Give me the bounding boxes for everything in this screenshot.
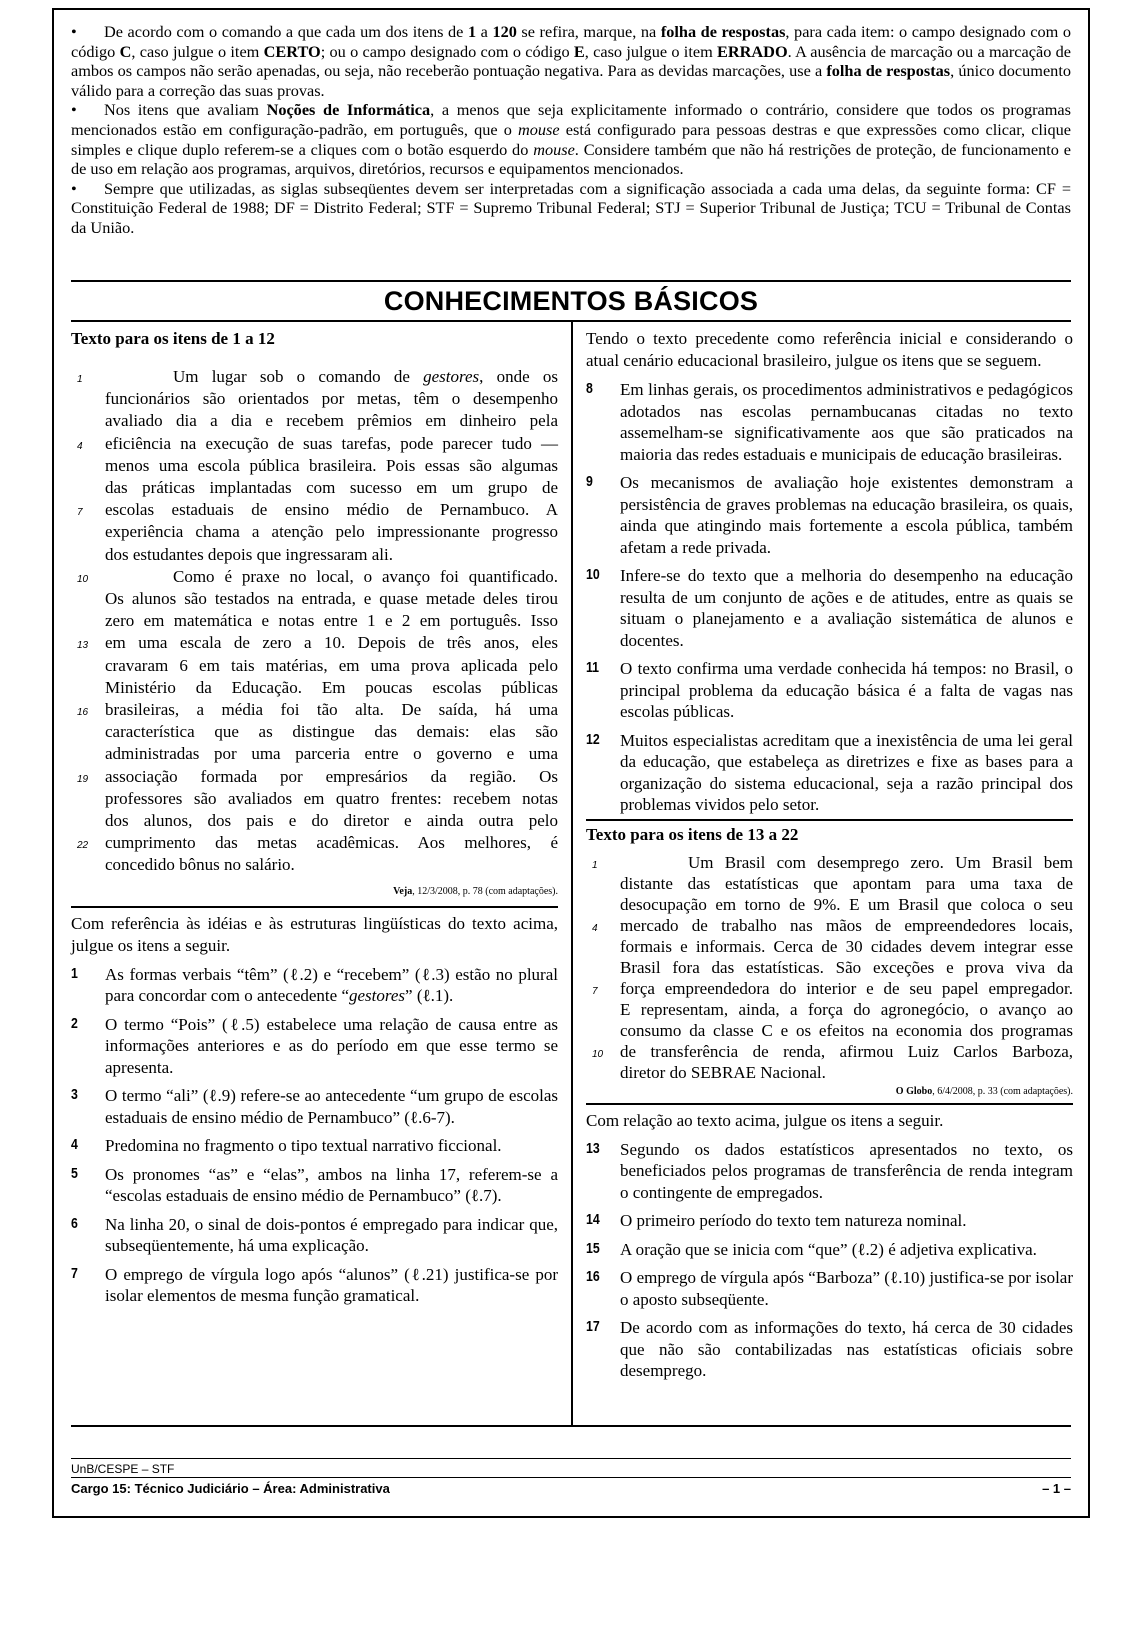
text-segment: Em linhas gerais, os procedimentos administrativos e pedagógicos adotados nas escolas pernambucanas citadas no texto assemelham-se significativamente aos que são praticados na maioria das redes estaduais e municipais de educação brasileiras. (620, 380, 1073, 464)
text-segment: das práticas implantadas com sucesso em um grupo de (105, 478, 558, 498)
exam-item-10 (586, 565, 1073, 651)
item-number: 7 (71, 1265, 78, 1282)
item-number: 1 (71, 965, 78, 982)
passage-line (71, 521, 558, 543)
passage-line (71, 366, 558, 388)
text-segment: mercado de trabalho nas mãos de empreendedores locais, (620, 915, 1073, 935)
text-segment: funcionários são orientados por metas, têm o desempenho (105, 389, 558, 409)
item-number: 14 (586, 1212, 600, 1228)
page-inner (71, 10, 1071, 1516)
text2-passage (586, 852, 1073, 1083)
text-segment: Segundo os dados estatísticos apresentados no texto, os beneficiados pelos programas de transferência de renda integram o contingente de empregados. (620, 1139, 1073, 1202)
line-number: 4 (77, 440, 83, 452)
item-number: 8 (586, 381, 593, 397)
text-segment: avaliado dia a dia e recebem prêmios em dinheiro pela (105, 411, 558, 431)
passage-line (71, 388, 558, 410)
text-segment: em uma escala de zero a 10. Depois de três anos, eles (105, 633, 558, 653)
item-number: 10 (586, 567, 600, 583)
passage-line (71, 788, 558, 810)
text-segment: mouse (518, 119, 560, 139)
text-segment: se refira, marque, na (516, 22, 661, 41)
text-segment: de transferência de renda, afirmou Luiz Carlos Barboza, (620, 1041, 1073, 1061)
text-segment: , único documento válido para a correção das suas provas. (71, 61, 1071, 100)
passage-line (71, 655, 558, 677)
text-segment: O termo “ali” (ℓ.9) refere-se ao antecedente “um grupo de escolas estaduais de ensino médio de Pernambuco” (ℓ.6-7). (105, 1086, 558, 1127)
text-segment: zero em matemática e notas entre 1 e 2 em português. Isso (105, 611, 558, 631)
text-segment: folha de respostas (826, 61, 951, 81)
text-segment: escolas estaduais de ensino médio de Pernambuco. A (105, 500, 558, 520)
text-segment: , caso julgue o item (584, 41, 718, 61)
passage-line (71, 455, 558, 477)
text-segment: distante das estatísticas que apontam para uma taxa de (620, 873, 1073, 893)
passage-line (586, 852, 1073, 873)
line-number: 22 (77, 840, 89, 852)
text1-source-publication: Veja (393, 885, 413, 897)
text-segment: cumprimento das metas acadêmicas. Aos melhores, é (105, 833, 558, 853)
item-number: 2 (71, 1015, 78, 1032)
text-segment: CERTO (263, 41, 321, 61)
column-divider (571, 320, 573, 1425)
text-segment: força empreendedora do interior e de seu papel empregador. (620, 978, 1073, 998)
text-segment: gestores (349, 986, 406, 1006)
text-segment: a (476, 22, 493, 41)
text-segment: Noções de Informática (266, 100, 431, 120)
exam-item-9 (586, 472, 1073, 558)
text1-divider (71, 906, 558, 908)
text-segment: O termo “Pois” (ℓ.5) estabelece uma relação de causa entre as informações anteriores e as do período em que esse termo se apresenta. (105, 1014, 558, 1077)
text-segment: dos alunos, dos pais e do diretor e ainda outra pelo (105, 811, 558, 831)
exam-item-8 (586, 379, 1073, 465)
passage-line (586, 1062, 1073, 1083)
text-segment: E representam, ainda, a força do agronegócio, o avanço ao (620, 999, 1073, 1019)
text-segment: , caso julgue o item (131, 41, 264, 61)
bullet-icon: • (71, 22, 77, 41)
exam-item-12 (586, 730, 1073, 816)
text-segment: concedido bônus no salário. (105, 855, 295, 875)
text-segment: ; ou o campo designado com o código (320, 41, 574, 61)
right-lead-2: Com relação ao texto acima, julgue os itens a seguir. (586, 1110, 944, 1130)
text-segment: consumo da classe C e os efeitos na economia dos programas (620, 1020, 1073, 1040)
text-segment: cravaram 6 em tais matérias, em uma prova aplicada pelo (105, 655, 558, 675)
line-number: 1 (592, 859, 598, 871)
section-title: CONHECIMENTOS BÁSICOS (383, 286, 759, 316)
passage-line (71, 699, 558, 721)
passage-line (71, 677, 558, 699)
right-lead-1: Tendo o texto precedente como referência inicial e considerando o atual cenário educacional brasileiro, julgue os itens que se seguem. (586, 329, 1073, 370)
text-segment: professores são avaliados em quatro frentes: recebem notas (105, 788, 558, 808)
text-segment: Os alunos são testados na entrada, e quase metade deles tirou (105, 589, 558, 609)
exam-item-13 (586, 1139, 1073, 1204)
text-segment: 120 (492, 22, 517, 41)
item-number: 16 (586, 1269, 600, 1285)
instructions-block (71, 22, 1071, 238)
text2-source-publication: O Globo (895, 1085, 933, 1097)
text-segment: Sempre que utilizadas, as siglas subseqüentes devem ser interpretadas com a significação associada a cada uma delas, da seguinte forma: CF = Constituição Federal de 1988; DF = Distrito Federal; STF = Supremo Tribunal Federal; STJ = Superior Tribunal de Justiça; TCU = Tribunal de Contas da União. (71, 178, 1071, 237)
items-13-17 (586, 1139, 1073, 1382)
item-number: 3 (71, 1087, 78, 1104)
text-segment: De acordo com o comando a que cada um dos itens de (104, 22, 468, 41)
passage-line (586, 1020, 1073, 1041)
line-number: 7 (592, 985, 598, 997)
text-segment: Nos itens que avaliam (104, 100, 267, 120)
item-number: 13 (586, 1140, 600, 1157)
right-column (586, 328, 1073, 1382)
footer-rule-2 (71, 1477, 1071, 1478)
exam-item-5 (71, 1164, 558, 1207)
item-number: 11 (586, 660, 600, 676)
item-number: 12 (586, 731, 600, 748)
text-segment: Brasil fora das estatísticas. São exceções e prova viva da (620, 957, 1073, 977)
exam-item-17 (586, 1317, 1073, 1382)
bullet-icon: • (71, 178, 77, 198)
line-number: 13 (77, 640, 89, 652)
line-number: 19 (77, 773, 89, 785)
text2-divider-top (586, 819, 1073, 821)
passage-line (71, 743, 558, 765)
passage-line (71, 766, 558, 788)
text-segment: característica que as distingue das demais: elas são (105, 722, 558, 742)
text-segment: O primeiro período do texto tem natureza nominal. (620, 1211, 967, 1230)
text2-heading: Texto para os itens de 13 a 22 (586, 824, 799, 844)
passage-line (586, 957, 1073, 978)
text-segment: associação formada por empresários da região. Os (105, 766, 558, 786)
item-number: 5 (71, 1165, 78, 1182)
text-segment: O emprego de vírgula logo após “alunos” (ℓ.21) justifica-se por isolar elementos de mesma função gramatical. (105, 1264, 558, 1306)
text1-source (71, 885, 558, 899)
bullet-icon: • (71, 100, 77, 120)
passage-line (71, 433, 558, 455)
footer-org: UnB/CESPE – STF (71, 1462, 175, 1476)
passage-line (586, 999, 1073, 1020)
exam-item-11 (586, 658, 1073, 723)
exam-item-14 (586, 1210, 1073, 1232)
text-segment: mouse (533, 139, 575, 159)
line-number: 16 (77, 707, 89, 719)
text-segment: Os mecanismos de avaliação hoje existentes demonstram a persistência de graves problemas na educação brasileira, os quais, ainda que atingindo mais fortemente a escola pública, também afetam a rede privada. (620, 473, 1073, 557)
passage-line (71, 544, 558, 566)
line-number: 10 (77, 573, 89, 585)
passage-line (586, 978, 1073, 999)
item-number: 4 (71, 1137, 78, 1154)
line-number: 1 (77, 374, 83, 385)
item-number: 9 (586, 474, 593, 490)
item-number: 17 (586, 1319, 600, 1335)
exam-item-15 (586, 1239, 1073, 1261)
text-segment: Na linha 20, o sinal de dois-pontos é empregado para indicar que, subseqüentemente, há uma explicação. (105, 1214, 558, 1256)
text-segment: ERRADO (717, 41, 788, 61)
passage-line (586, 894, 1073, 915)
text-segment: As formas verbais “têm” (ℓ.2) e “recebem” (ℓ.3) estão no plural para concordar com o antecedente “ (105, 964, 558, 1006)
left-column (71, 328, 558, 1307)
exam-item-3 (71, 1085, 558, 1128)
text-segment: Os pronomes “as” e “elas”, ambos na linha 17, referem-se a “escolas estaduais de ensino médio de Pernambuco” (ℓ.7). (105, 1164, 558, 1206)
text-segment: gestores (423, 367, 480, 386)
exam-item-4 (71, 1135, 558, 1157)
text-segment: , para cada item: o campo designado com o código (71, 22, 1071, 61)
passage-line (586, 1041, 1073, 1062)
passage-line (71, 610, 558, 632)
exam-item-6 (71, 1214, 558, 1257)
exam-item-1 (71, 964, 558, 1007)
passage-line (586, 936, 1073, 957)
text2-divider-bottom (586, 1103, 1073, 1105)
item-number: 15 (586, 1240, 600, 1257)
text-segment: De acordo com as informações do texto, há cerca de 30 cidades que não são contabilizadas nas estatísticas oficiais sobre desemprego. (620, 1318, 1073, 1380)
text-segment: A oração que se inicia com “que” (ℓ.2) é adjetiva explicativa. (620, 1239, 1037, 1259)
items-8-12 (586, 379, 1073, 816)
passage-line (71, 721, 558, 743)
text-segment: E (573, 41, 585, 61)
text-segment: eficiência na execução de suas tarefas, pode parecer tudo — (105, 433, 558, 453)
item-number: 6 (71, 1215, 78, 1232)
text-segment: brasileiras, a média foi tão alta. De saída, há uma (105, 700, 558, 720)
text-segment: folha de respostas (660, 22, 786, 41)
text-segment: O texto confirma uma verdade conhecida há tempos: no Brasil, o principal problema da educação básica é a falta de vagas nas escolas públicas. (620, 659, 1073, 721)
footer-rule-1 (71, 1458, 1071, 1459)
text-segment: Predomina no fragmento o tipo textual narrativo ficcional. (105, 1136, 502, 1156)
exam-item-16 (586, 1267, 1073, 1310)
left-lead: Com referência às idéias e às estruturas lingüísticas do texto acima, julgue os itens a seguir. (71, 913, 558, 955)
text2-source (586, 1085, 1073, 1099)
text-segment: dos estudantes depois que ingressaram ali. (105, 544, 393, 564)
divider-bottom (71, 1425, 1071, 1427)
text-segment: ” (ℓ.1). (405, 986, 454, 1006)
text-segment: diretor do SEBRAE Nacional. (620, 1062, 826, 1082)
text-segment: Infere-se do texto que a melhoria do desempenho na educação resulta de um conjunto de ações e de atitudes, entre as quais se situam o planejamento e a avaliação sistemática de alunos e docentes. (620, 566, 1073, 650)
text-segment: menos uma escola pública brasileira. Pois essas são algumas (105, 455, 558, 475)
text-segment: está configurado para pessoas destras e que expressões como clicar, clique simples e clique duplo referem-se a cliques com o botão esquerdo do (71, 119, 1071, 159)
text1-source-details: , 12/3/2008, p. 78 (com adaptações). (412, 885, 558, 897)
instruction-paragraph (71, 179, 1071, 238)
items-1-7 (71, 964, 558, 1307)
text2-source-details: , 6/4/2008, p. 33 (com adaptações). (932, 1085, 1073, 1097)
text-segment: Como é praxe no local, o avanço foi quantificado. (173, 566, 558, 586)
instruction-paragraph (71, 22, 1071, 100)
exam-page (52, 8, 1090, 1518)
instruction-paragraph (71, 100, 1071, 178)
text-segment: , a menos que seja explicitamente informado o contrário, considere que todos os programas mencionados estão em configuração-padrão, em português, que o (71, 100, 1071, 139)
text-segment: . A ausência de marcação ou a marcação de ambos os campos não serão apenadas, ou seja, não receberão pontuação negativa. Para as devidas marcações, use a (71, 41, 1072, 81)
passage-line (586, 915, 1073, 936)
footer-cargo: Cargo 15: Técnico Judiciário – Área: Administrativa (71, 1481, 390, 1496)
text1-heading: Texto para os itens de 1 a 12 (71, 329, 275, 348)
passage-line (71, 566, 558, 588)
text-segment: desocupação em torno de 9%. E um Brasil que coloca o seu (620, 894, 1073, 914)
passage-line (71, 588, 558, 610)
text-segment: Muitos especialistas acreditam que a inexistência de uma lei geral da educação, que estabeleça as diretrizes e fixe as bases para a organização do sistema educacional, seja a razão principal dos problemas vividos pelo setor. (620, 730, 1073, 814)
passage-line (71, 810, 558, 832)
page-number: – 1 – (1042, 1481, 1071, 1496)
exam-item-7 (71, 1264, 558, 1307)
text-segment: formais e informais. Cerca de 30 cidades devem integrar esse (620, 936, 1073, 956)
line-number: 4 (592, 922, 598, 934)
text-segment: , onde os (479, 367, 558, 386)
text1-passage (71, 366, 558, 877)
line-number: 10 (592, 1048, 604, 1060)
line-number: 7 (77, 507, 83, 519)
passage-line (71, 832, 558, 854)
text-segment: C (119, 41, 132, 61)
passage-line (71, 854, 558, 876)
text-segment: experiência chama a atenção pelo impressionante progresso (105, 522, 558, 542)
text-segment: Ministério da Educação. Em poucas escolas públicas (105, 677, 558, 697)
passage-line (71, 499, 558, 521)
passage-line (586, 873, 1073, 894)
text-segment: O emprego de vírgula após “Barboza” (ℓ.10) justifica-se por isolar o aposto subseqüente. (620, 1268, 1073, 1309)
text-segment: Um lugar sob o comando de (173, 367, 424, 386)
passage-line (71, 477, 558, 499)
text-segment: Um Brasil com desemprego zero. Um Brasil bem (688, 852, 1073, 872)
passage-line (71, 632, 558, 654)
text-segment: . Considere também que não há restrições de proteção, de funcionamento e de uso em relação aos programas, arquivos, diretórios, recursos e equipamentos mencionados. (71, 139, 1071, 179)
text-segment: administradas por uma parceria entre o governo e uma (105, 744, 558, 764)
divider-top (71, 280, 1071, 282)
exam-item-2 (71, 1014, 558, 1079)
text-segment: 1 (467, 22, 477, 41)
passage-line (71, 410, 558, 432)
